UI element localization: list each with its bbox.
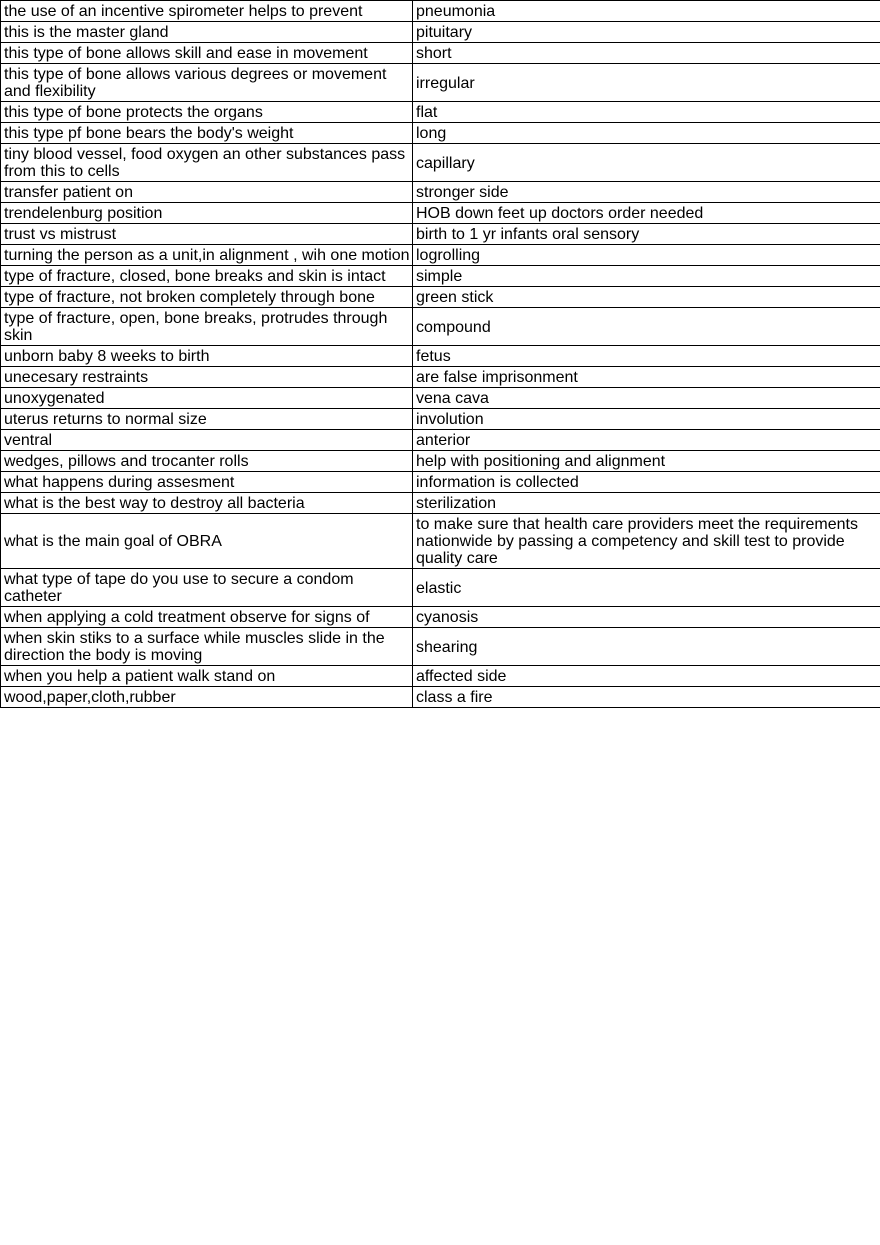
table-row [1,569,880,607]
table-row [1,308,880,346]
definition-cell: involution [413,409,880,430]
definition-cell: pneumonia [413,1,880,22]
term-cell: what type of tape do you use to secure a condom catheter [1,569,413,607]
definition-cell: stronger side [413,182,880,203]
definition-cell: to make sure that health care providers meet the requirements nationwide by passing a competency and skill test to provide quality care [413,514,880,569]
definition-cell: green stick [413,287,880,308]
table-row [1,245,880,266]
term-cell: type of fracture, not broken completely through bone [1,287,413,308]
term-cell: ventral [1,430,413,451]
table-row [1,123,880,144]
table-row [1,346,880,367]
definition-cell: birth to 1 yr infants oral sensory [413,224,880,245]
term-cell: type of fracture, open, bone breaks, protrudes through skin [1,308,413,346]
term-cell: this type of bone protects the organs [1,102,413,123]
definition-cell: shearing [413,628,880,666]
term-cell: transfer patient on [1,182,413,203]
term-cell: trust vs mistrust [1,224,413,245]
definition-cell: short [413,43,880,64]
table-row [1,266,880,287]
term-cell: this type pf bone bears the body's weight [1,123,413,144]
term-cell: turning the person as a unit,in alignment , wih one motion [1,245,413,266]
definition-cell: vena cava [413,388,880,409]
definition-cell: cyanosis [413,607,880,628]
table-row [1,628,880,666]
table-row [1,224,880,245]
table-row [1,451,880,472]
term-cell: what happens during assesment [1,472,413,493]
term-cell: this type of bone allows various degrees or movement and flexibility [1,64,413,102]
table-row [1,388,880,409]
table-row [1,64,880,102]
definition-cell: pituitary [413,22,880,43]
term-cell: when you help a patient walk stand on [1,666,413,687]
table-row [1,22,880,43]
definition-cell: long [413,123,880,144]
term-cell: what is the main goal of OBRA [1,514,413,569]
term-cell: unecesary restraints [1,367,413,388]
definition-cell: help with positioning and alignment [413,451,880,472]
table-row [1,514,880,569]
term-cell: wood,paper,cloth,rubber [1,687,413,708]
definition-cell: HOB down feet up doctors order needed [413,203,880,224]
term-cell: uterus returns to normal size [1,409,413,430]
table-row [1,472,880,493]
table-row [1,430,880,451]
table-row [1,493,880,514]
term-cell: the use of an incentive spirometer helps to prevent [1,1,413,22]
term-cell: this type of bone allows skill and ease in movement [1,43,413,64]
definition-cell: flat [413,102,880,123]
definition-cell: anterior [413,430,880,451]
definition-cell: elastic [413,569,880,607]
table-row [1,607,880,628]
definition-cell: class a fire [413,687,880,708]
term-cell: what is the best way to destroy all bacteria [1,493,413,514]
table-row [1,687,880,708]
term-cell: type of fracture, closed, bone breaks and skin is intact [1,266,413,287]
definition-cell: sterilization [413,493,880,514]
table-row [1,43,880,64]
table-row [1,367,880,388]
definition-cell: information is collected [413,472,880,493]
term-cell: when applying a cold treatment observe for signs of [1,607,413,628]
definition-cell: are false imprisonment [413,367,880,388]
definition-cell: logrolling [413,245,880,266]
flashcard-table-body [1,1,880,708]
definition-cell: compound [413,308,880,346]
table-row [1,144,880,182]
definition-cell: simple [413,266,880,287]
term-cell: tiny blood vessel, food oxygen an other substances pass from this to cells [1,144,413,182]
table-row [1,666,880,687]
definition-cell: irregular [413,64,880,102]
table-row [1,182,880,203]
term-cell: trendelenburg position [1,203,413,224]
term-cell: unborn baby 8 weeks to birth [1,346,413,367]
table-row [1,203,880,224]
term-cell: this is the master gland [1,22,413,43]
table-row [1,102,880,123]
definition-cell: affected side [413,666,880,687]
term-cell: wedges, pillows and trocanter rolls [1,451,413,472]
definition-cell: fetus [413,346,880,367]
term-cell: unoxygenated [1,388,413,409]
table-row [1,287,880,308]
term-cell: when skin stiks to a surface while muscles slide in the direction the body is moving [1,628,413,666]
definition-cell: capillary [413,144,880,182]
table-row [1,409,880,430]
table-row [1,1,880,22]
